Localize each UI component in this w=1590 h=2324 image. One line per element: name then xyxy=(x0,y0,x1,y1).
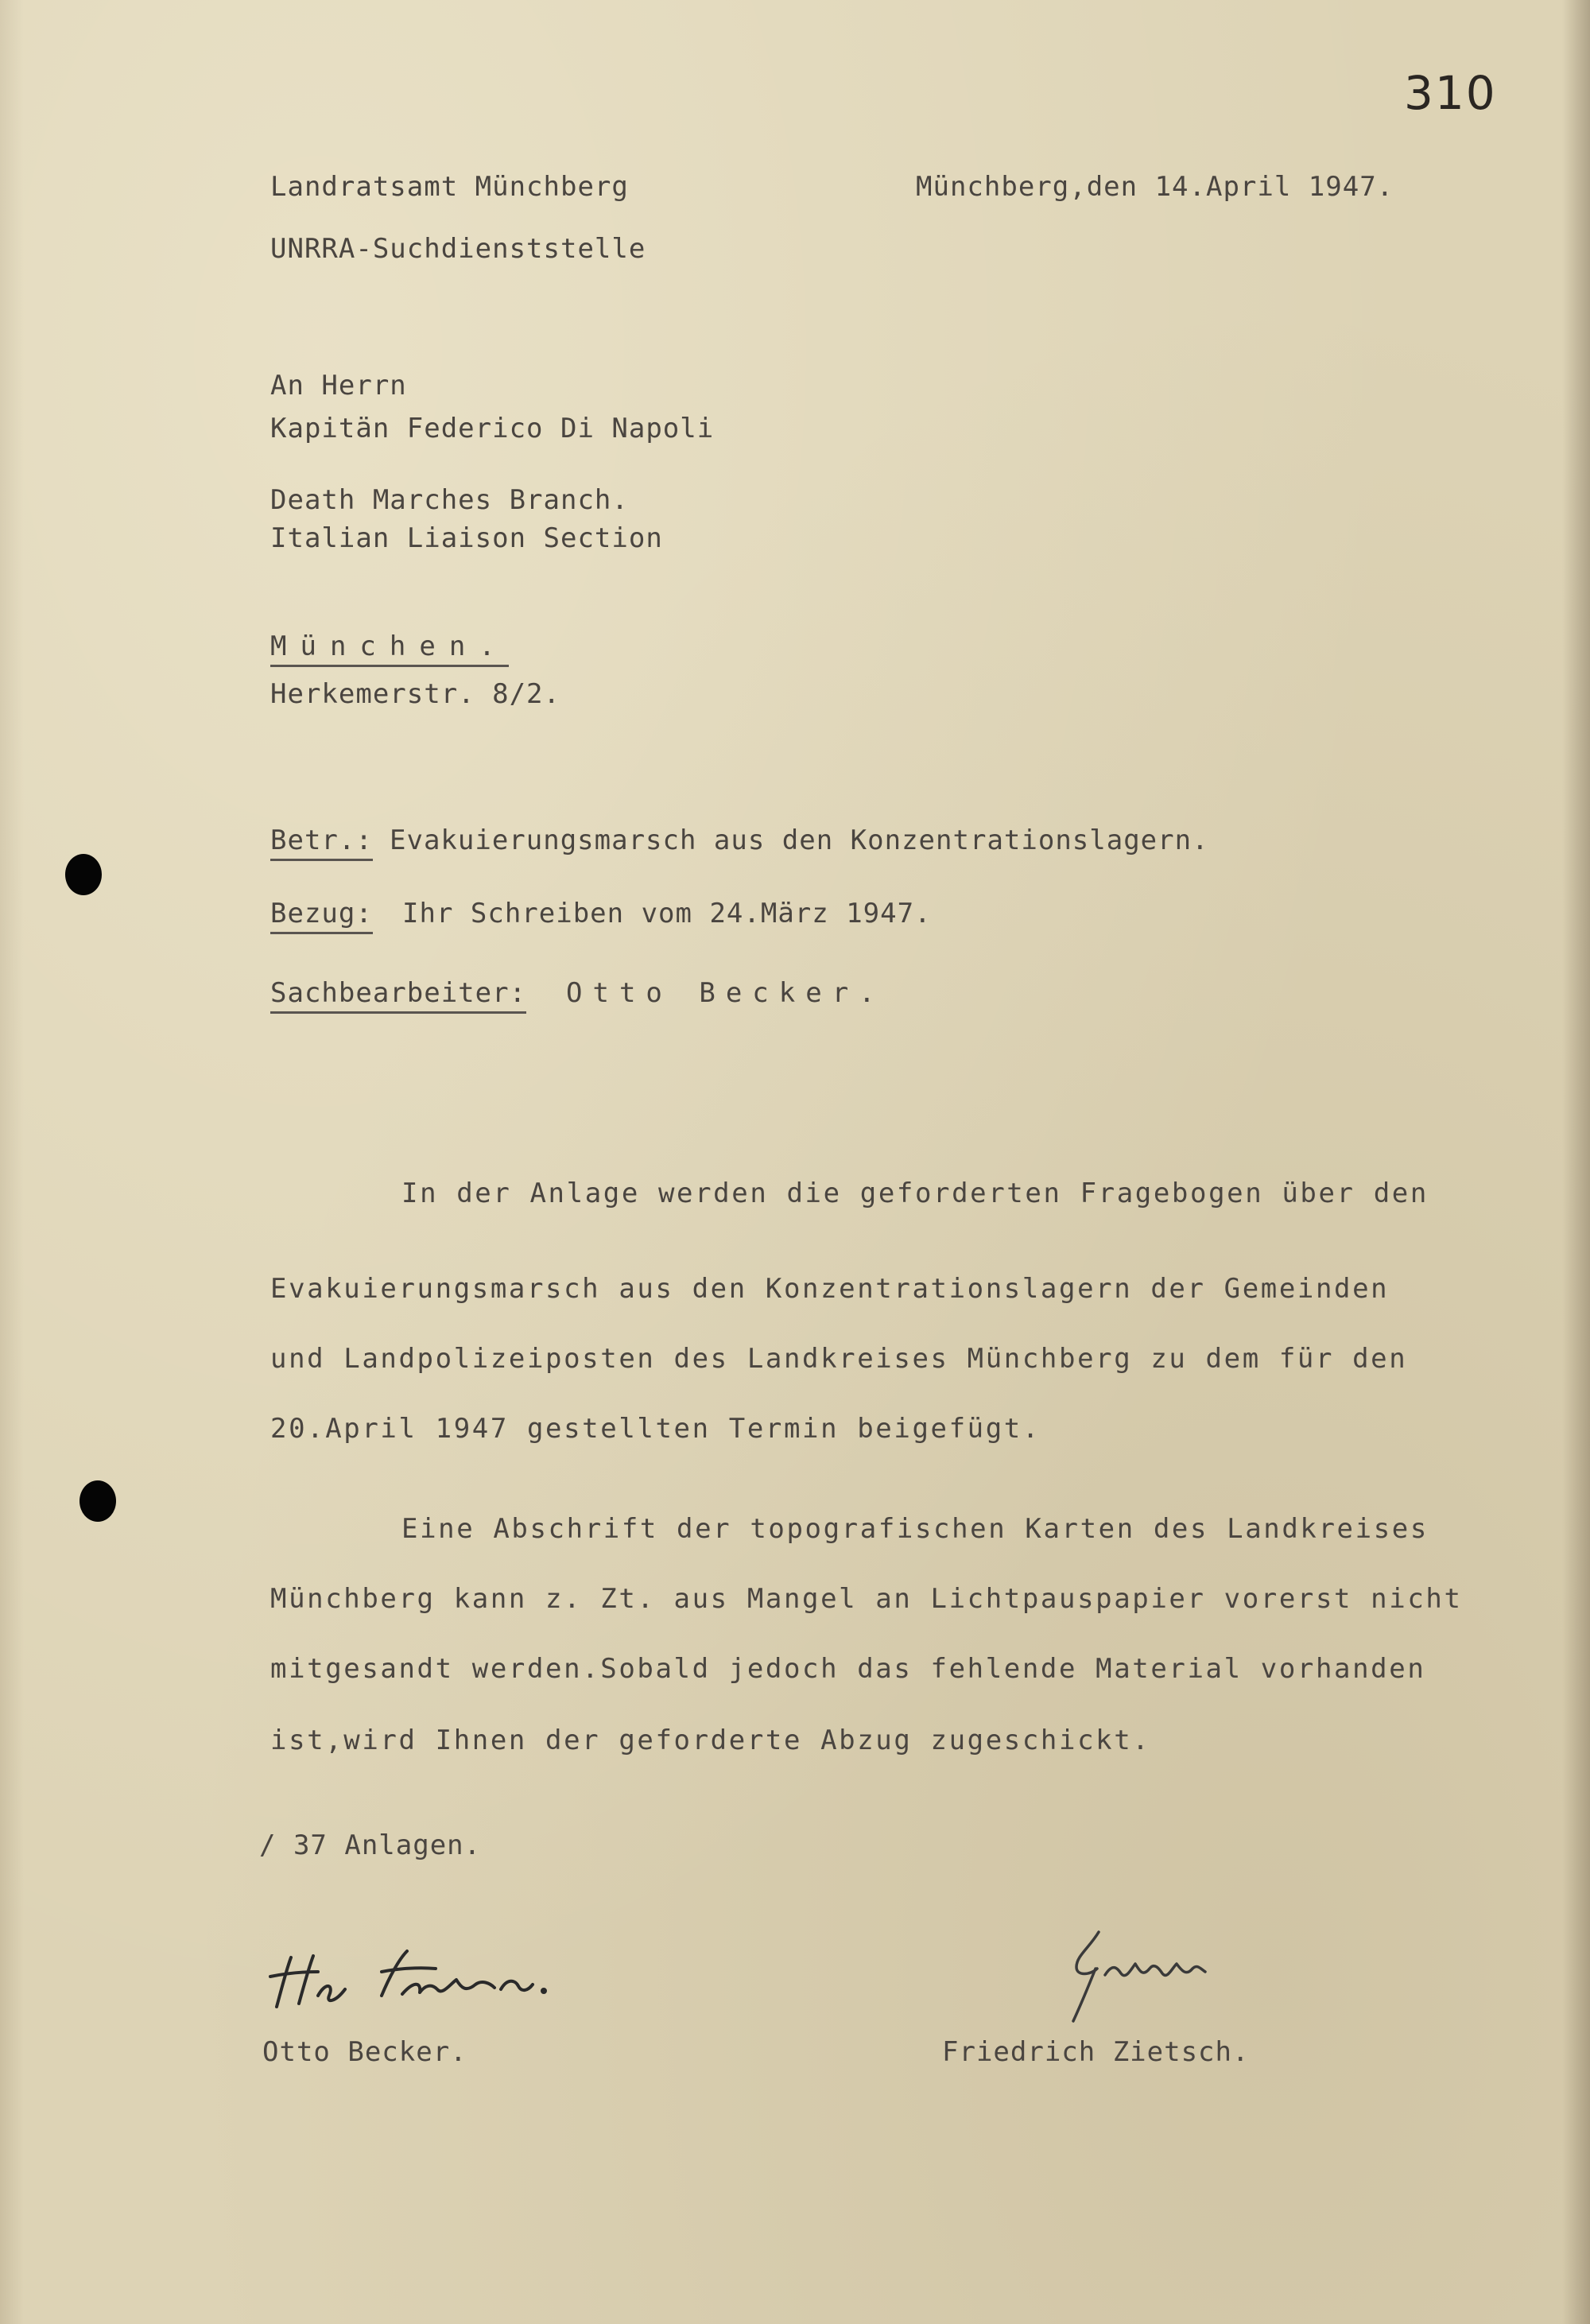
punch-hole-bottom xyxy=(80,1480,116,1522)
body-p1-line2: Evakuierungsmarsch aus den Konzentrationslagern der Gemeinden xyxy=(270,1273,1390,1305)
recipient-city: München. xyxy=(270,633,509,667)
body-p1-line4: 20.April 1947 gestellten Termin beigefügt. xyxy=(270,1413,1041,1445)
department-name: UNRRA-Suchdienststelle xyxy=(270,233,646,265)
betr-label: Betr.: xyxy=(270,827,373,861)
signature-zietsch xyxy=(1049,1924,1240,2027)
punch-hole-top xyxy=(65,854,102,895)
page-number: 310 xyxy=(1404,66,1497,120)
body-p2-line4: ist,wird Ihnen der geforderte Abzug zugeschickt. xyxy=(270,1725,1151,1756)
bezug-text: Ihr Schreiben vom 24.März 1947. xyxy=(402,898,932,929)
place-date: Münchberg,den 14.April 1947. xyxy=(916,171,1394,203)
body-p2-line1: Eine Abschrift der topografischen Karten des Landkreises xyxy=(401,1513,1429,1545)
sachbearbeiter-label: Sachbearbeiter: xyxy=(270,980,526,1014)
body-p2-line2: Münchberg kann z. Zt. aus Mangel an Lichtpauspapier vorerst nicht xyxy=(270,1583,1463,1615)
recipient-unit-line1: Death Marches Branch. xyxy=(270,484,629,516)
enclosures-note: / 37 Anlagen. xyxy=(259,1829,482,1861)
recipient-salutation: An Herrn xyxy=(270,370,407,402)
signatory-left-name: Otto Becker. xyxy=(262,2036,467,2068)
office-name: Landratsamt Münchberg xyxy=(270,171,629,203)
bezug-label: Bezug: xyxy=(270,900,373,934)
sachbearbeiter-text: Otto Becker. xyxy=(566,977,886,1009)
betr-text: Evakuierungsmarsch aus den Konzentrationslagern. xyxy=(390,824,1209,856)
recipient-unit-line2: Italian Liaison Section xyxy=(270,522,663,554)
body-p1-line3: und Landpolizeiposten des Landkreises Münchberg zu dem für den xyxy=(270,1343,1408,1375)
signatory-right-name: Friedrich Zietsch. xyxy=(942,2036,1250,2068)
recipient-name: Kapitän Federico Di Napoli xyxy=(270,413,715,444)
body-p1-line1: In der Anlage werden die geforderten Fragebogen über den xyxy=(401,1178,1429,1209)
signature-becker xyxy=(262,1940,596,2027)
body-p2-line3: mitgesandt werden.Sobald jedoch das fehlende Material vorhanden xyxy=(270,1653,1426,1685)
recipient-street: Herkemerstr. 8/2. xyxy=(270,678,560,710)
